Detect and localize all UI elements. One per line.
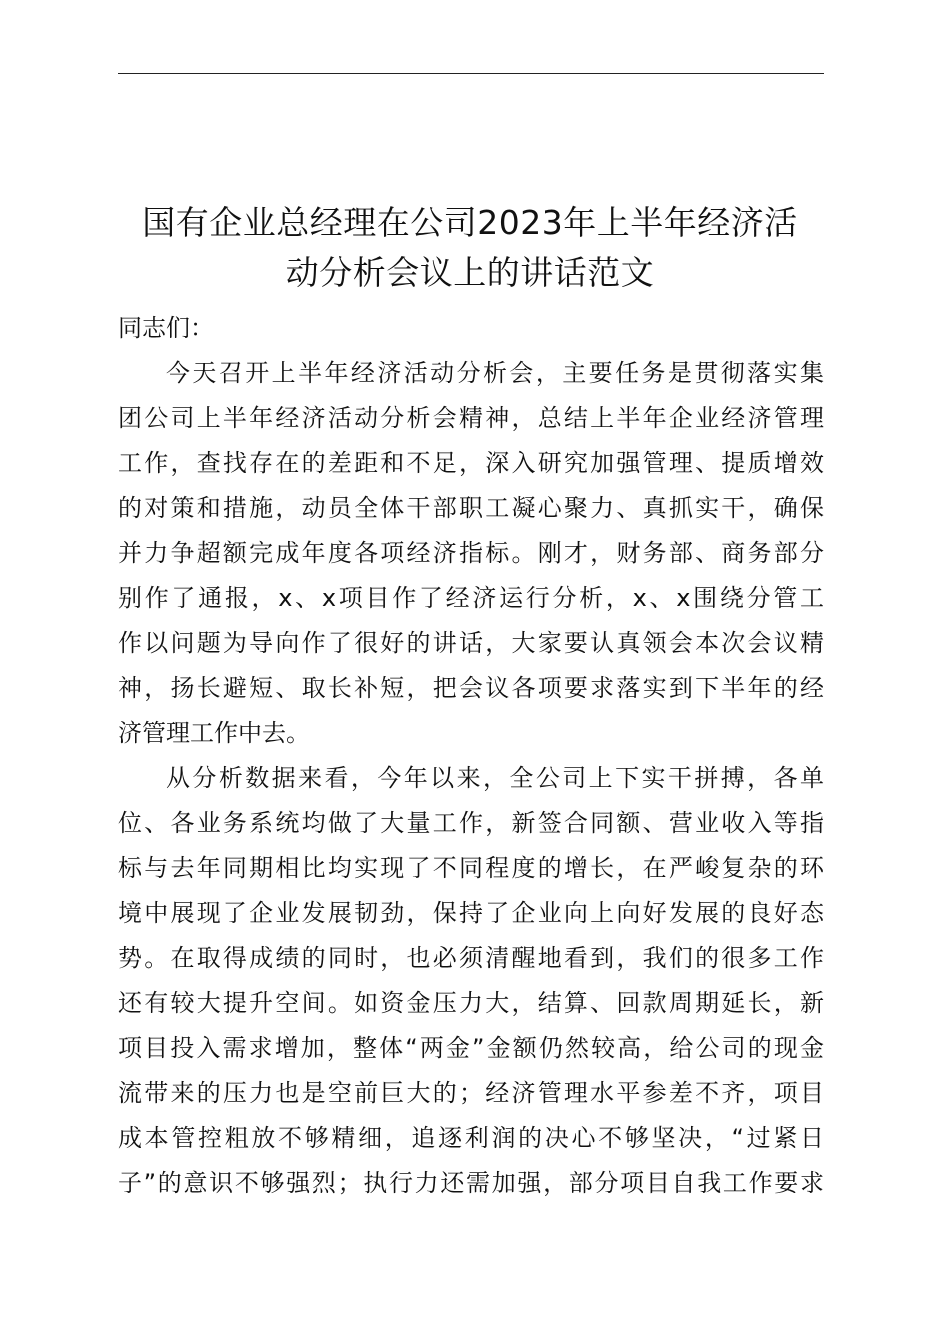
paragraph-line: 神，扬长避短、取长补短，把会议各项要求落实到下半年的经: [118, 674, 824, 702]
salutation: 同志们：: [118, 314, 214, 342]
paragraph-line: 别作了通报，x、x项目作了经济运行分析，x、x围绕分管工: [118, 584, 824, 612]
title-line-1: 国有企业总经理在公司2023年上半年经济活: [142, 203, 798, 242]
title-line-2: 动分析会议上的讲话范文: [285, 253, 655, 292]
paragraph-line: 今天召开上半年经济活动分析会，主要任务是贯彻落实集: [166, 359, 824, 387]
paragraph-line: 势。在取得成绩的同时，也必须清醒地看到，我们的很多工作: [118, 944, 824, 972]
paragraph-line: 成本管控粗放不够精细，追逐利润的决心不够坚决，“过紧日: [118, 1124, 824, 1152]
paragraph-line: 位、各业务系统均做了大量工作，新签合同额、营业收入等指: [118, 809, 824, 837]
header-rule: [118, 73, 824, 74]
paragraph-2: [118, 756, 824, 1206]
paragraph-line: 标与去年同期相比均实现了不同程度的增长，在严峻复杂的环: [118, 854, 824, 882]
paragraph-line: 作以问题为导向作了很好的讲话，大家要认真领会本次会议精: [118, 629, 824, 657]
paragraph-1: [118, 351, 824, 756]
paragraph-line: 项目投入需求增加，整体“两金”金额仍然较高，给公司的现金: [118, 1034, 824, 1062]
paragraph-line: 还有较大提升空间。如资金压力大，结算、回款周期延长，新: [118, 989, 824, 1017]
paragraph-line: 子”的意识不够强烈；执行力还需加强，部分项目自我工作要求: [118, 1169, 824, 1197]
paragraph-line: 境中展现了企业发展韧劲，保持了企业向上向好发展的良好态: [118, 899, 824, 927]
document-title: [110, 198, 830, 298]
paragraph-line: 并力争超额完成年度各项经济指标。刚才，财务部、商务部分: [118, 539, 824, 567]
paragraph-line: 流带来的压力也是空前巨大的；经济管理水平参差不齐，项目: [118, 1079, 824, 1107]
paragraph-line: 济管理工作中去。: [118, 719, 310, 747]
paragraph-line: 工作，查找存在的差距和不足，深入研究加强管理、提质增效: [118, 449, 824, 477]
paragraph-line: 从分析数据来看，今年以来，全公司上下实干拼搏，各单: [166, 764, 824, 792]
document-body: [118, 351, 824, 1206]
paragraph-line: 团公司上半年经济活动分析会精神，总结上半年企业经济管理: [118, 404, 824, 432]
paragraph-line: 的对策和措施，动员全体干部职工凝心聚力、真抓实干，确保: [118, 494, 824, 522]
